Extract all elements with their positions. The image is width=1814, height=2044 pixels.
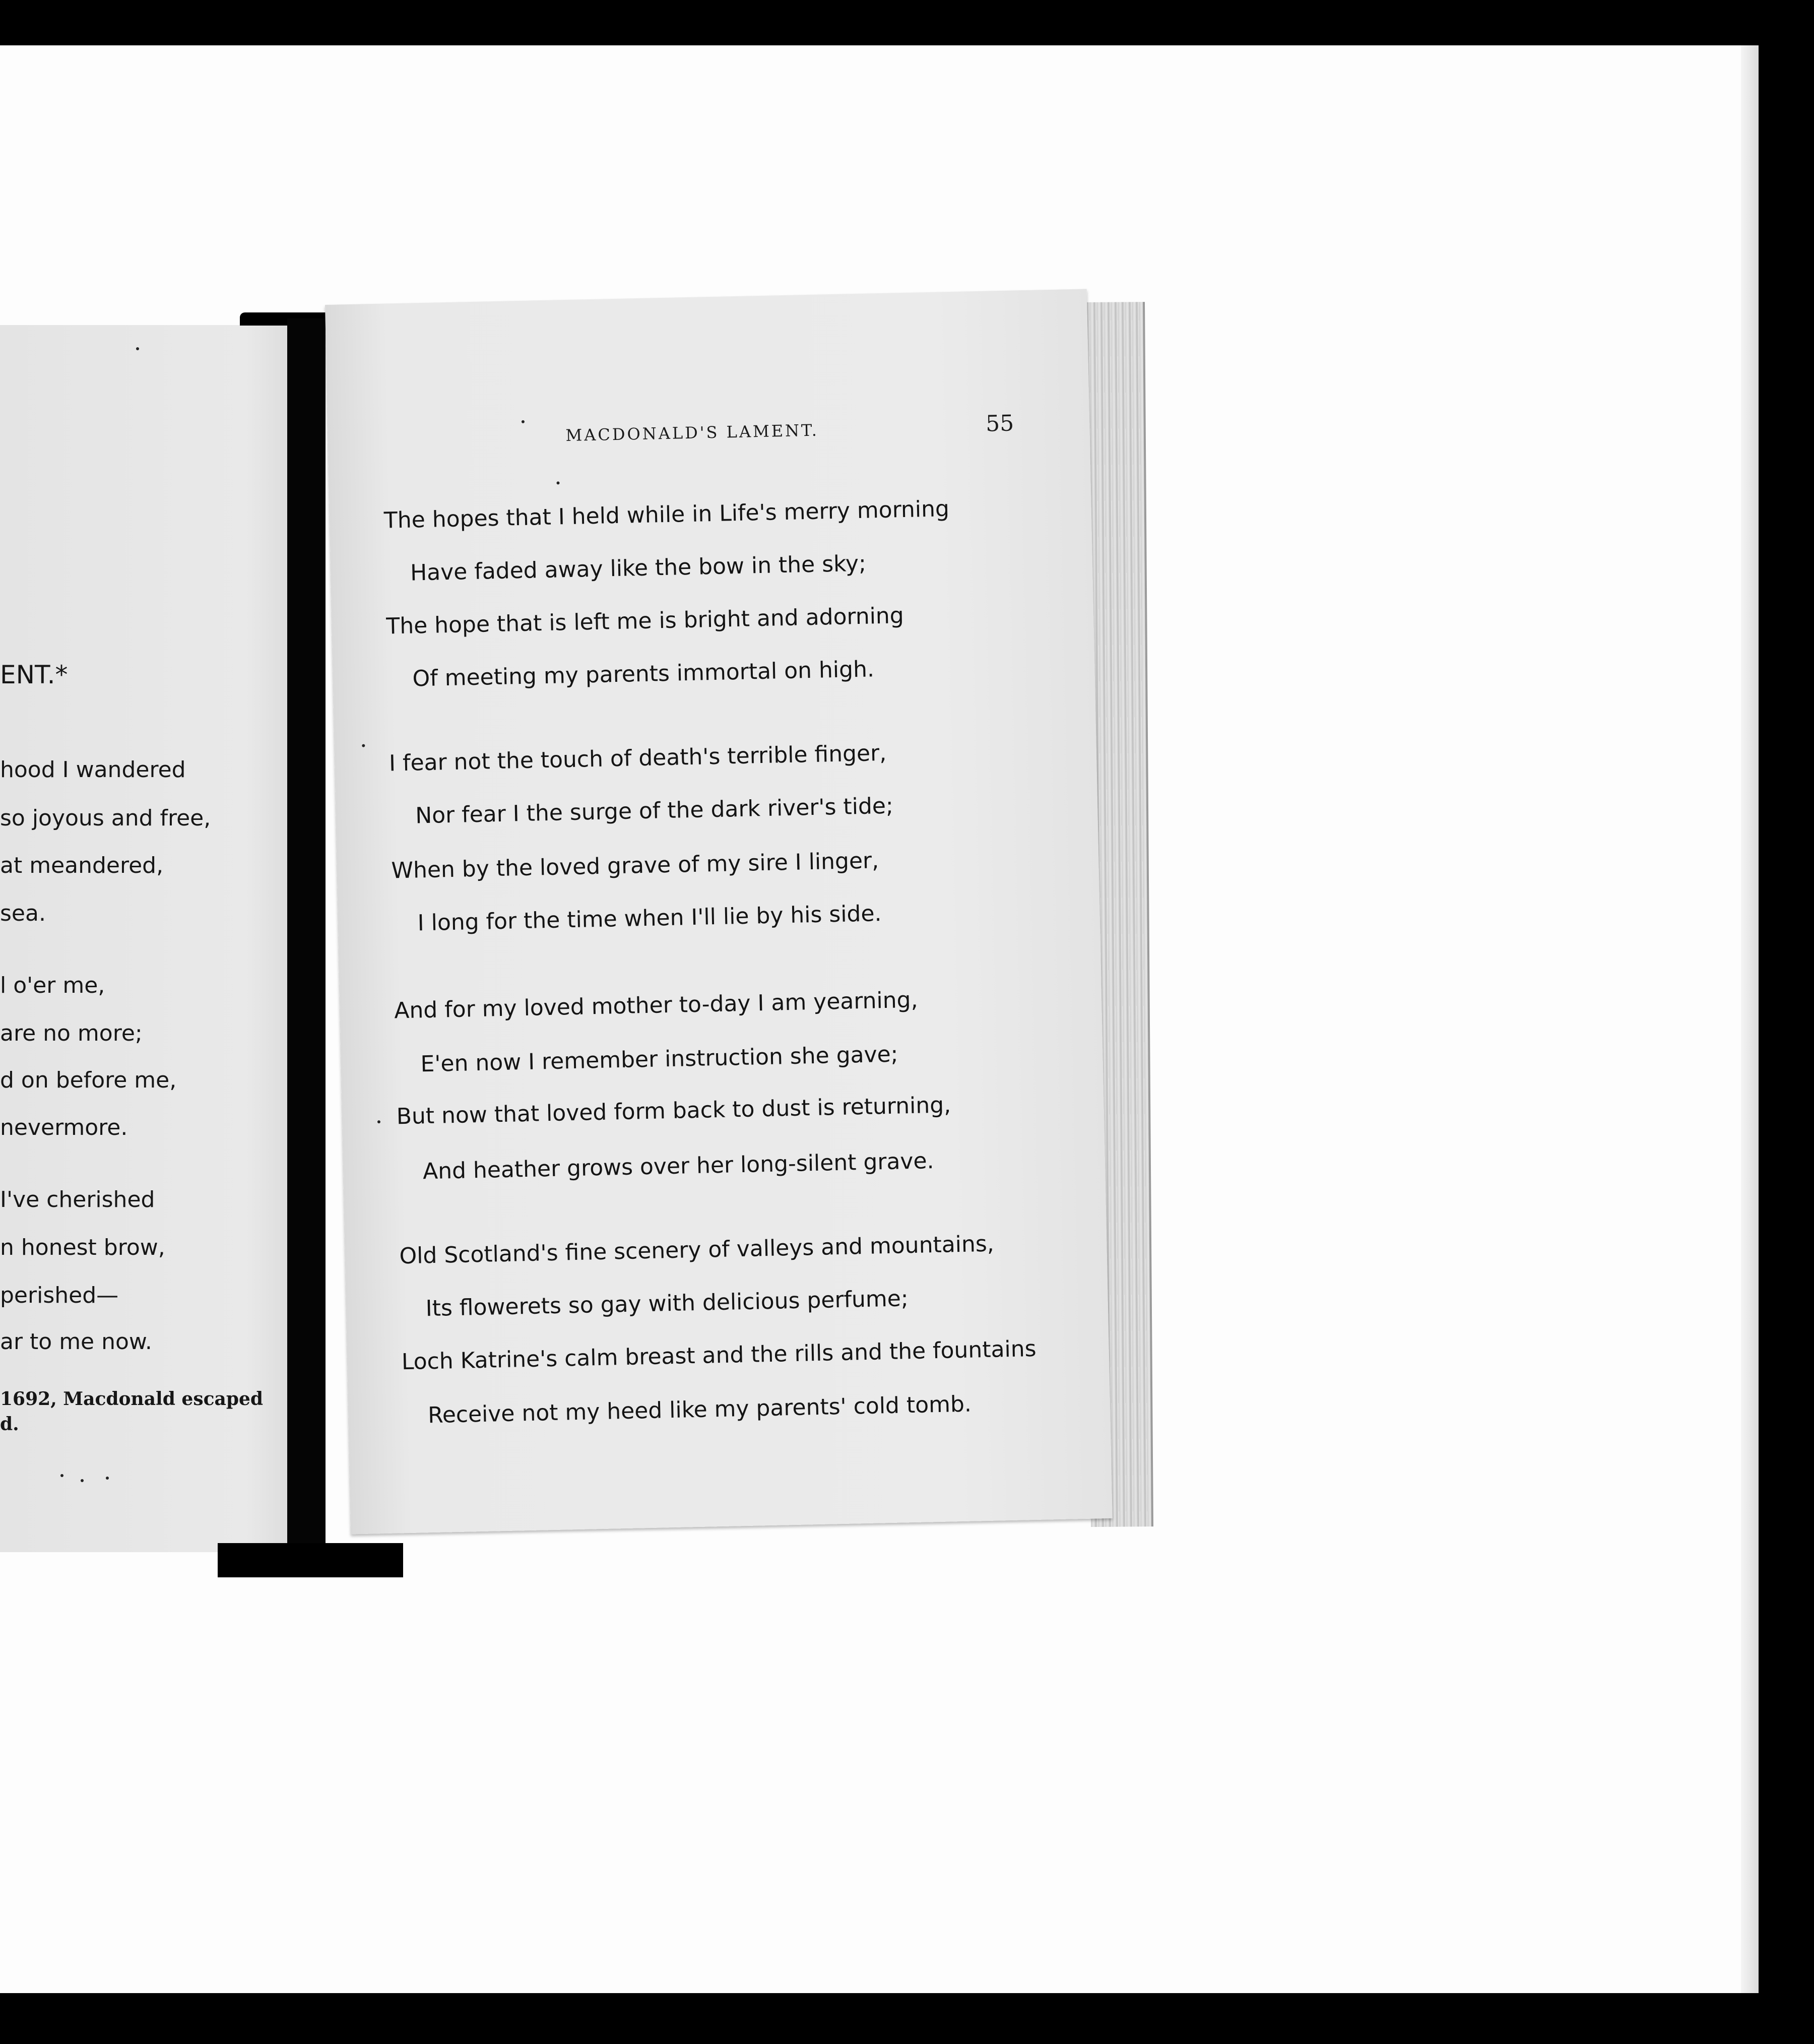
verse-line: The hopes that I held while in Life's merry morning [383,496,950,534]
verse-line: E'en now I remember instruction she gave; [420,1041,898,1077]
scanner-frame-top [0,0,1814,45]
left-page-line: I've cherished [0,1187,155,1212]
verse-line: When by the loved grave of my sire I linger, [391,848,879,884]
left-page-line: ar to me now. [0,1329,152,1355]
left-page [0,325,308,1552]
verse-line: I long for the time when I'll lie by his side. [417,901,882,936]
left-page-line: hood I wandered [0,757,186,783]
left-page-line: are no more; [0,1020,143,1046]
verse-line: And for my loved mother to-day I am yearning, [394,987,919,1024]
verse-line: Nor fear I the surge of the dark river's tide; [415,793,894,829]
verse-line: Loch Katrine's calm breast and the rills and the fountains [401,1335,1037,1375]
paper-speck [522,420,525,423]
running-head: MACDONALD'S LAMENT. [565,420,819,445]
left-page-line: n honest brow, [0,1235,165,1260]
verse-line: Its flowerets so gay with delicious perfume; [425,1286,909,1322]
scan-background-edge [1741,45,1759,1993]
paper-speck [377,1120,380,1123]
left-page-footnote-line: d. [0,1414,19,1435]
left-page-line: perished— [0,1283,119,1308]
left-page-line: so joyous and free, [0,805,211,831]
book-foot-block [218,1543,403,1577]
paper-speck [136,347,139,350]
verse-line: But now that loved form back to dust is returning, [396,1092,951,1130]
verse-line: Old Scotland's fine scenery of valleys and mountains, [399,1231,995,1269]
paper-speck [81,1479,84,1482]
left-page-line: d on before me, [0,1067,177,1093]
verse-line: Have faded away like the bow in the sky; [410,550,867,586]
left-page-line: sea. [0,901,46,926]
paper-speck [60,1474,63,1477]
left-page-line: at meandered, [0,853,164,878]
scanner-frame-right [1759,0,1814,2044]
page-number: 55 [985,410,1014,437]
verse-line: Receive not my heed like my parents' cold tomb. [427,1391,972,1429]
paper-speck [556,481,559,484]
book-spine [287,318,326,1551]
scanner-frame-bottom [0,1993,1814,2044]
left-page-line: nevermore. [0,1115,128,1140]
paper-speck [106,1477,109,1480]
verse-line: Of meeting my parents immortal on high. [412,656,875,692]
left-page-footnote-line: 1692, Macdonald escaped [0,1388,264,1410]
left-page-title-fragment: ENT.* [0,660,68,689]
paper-speck [362,744,365,747]
right-page [325,289,1113,1534]
verse-line: The hope that is left me is bright and adorning [385,603,904,640]
verse-line: I fear not the touch of death's terrible finger, [388,740,887,777]
verse-line: And heather grows over her long-silent grave. [422,1148,934,1185]
left-page-line: l o'er me, [0,973,105,998]
